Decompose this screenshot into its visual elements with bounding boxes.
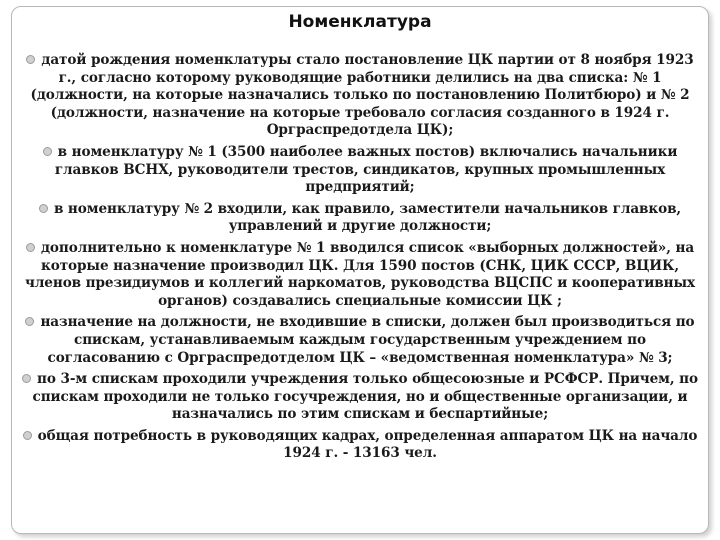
bullet-text: в номенклатуру № 1 (3500 наиболее важных постов) включались начальники главков ВСНХ, руководители трестов, синдикатов, крупных промышленных предприятий;	[54, 143, 678, 196]
bullet-item	[20, 371, 700, 424]
bullet-text: датой рождения номенклатуры стало постановление ЦК партии от 8 ноября 1923 г., согласно которому руководящие работники делились на два списка: № 1 (должности, на которые назначались только по постановлению Политбюро) и № 2 (должности, назначение на которые требовало согласия созданного в 1924 г. Орграспредотдела ЦК);	[30, 52, 694, 139]
bullet-text: по 3-м спискам проходили учреждения только общесоюзные и РСФСР. Причем, по спискам проходили не только госучреждения, но и общественные организации, и назначались по этим спискам и беспартийные;	[32, 371, 698, 423]
bullet-item	[20, 240, 700, 310]
bullet-text: дополнительно к номенклатуре № 1 вводился список «выборных должностей», на которые назначение производил ЦК. Для 1590 постов (СНК, ЦИК СССР, ВЦИК, членов президиумов и коллегий наркоматов, руководства ВЦСПС и кооперативных органов) создавались специальные комиссии ЦК ;	[24, 239, 696, 309]
bullet-item	[20, 52, 700, 140]
bullet-icon	[39, 204, 48, 213]
bullet-item	[20, 428, 700, 463]
bullet-icon	[22, 374, 31, 383]
bullet-item	[20, 201, 700, 236]
bullet-icon	[23, 431, 32, 440]
bullet-icon	[25, 317, 34, 326]
bullet-icon	[43, 147, 52, 156]
bullet-text: общая потребность в руководящих кадрах, определенная аппаратом ЦК на начало 1924 г. - 13163 чел.	[37, 427, 698, 462]
bullet-text: в номенклатуру № 2 входили, как правило, заместители начальников главков, управлений и другие должности;	[53, 200, 682, 235]
slide-title: Номенклатура	[288, 12, 432, 32]
bullet-text: назначение на должности, не входившие в списки, должен был производиться по спискам, устанавливаемым каждым государственным учреждением по согласованию с Орграспредотделом ЦК – «ведомственная номенклатура» № 3;	[40, 314, 695, 366]
bullet-item	[20, 144, 700, 197]
bullet-item	[20, 314, 700, 367]
bullet-list	[20, 52, 700, 467]
bullet-icon	[26, 243, 35, 252]
bullet-icon	[26, 55, 35, 64]
